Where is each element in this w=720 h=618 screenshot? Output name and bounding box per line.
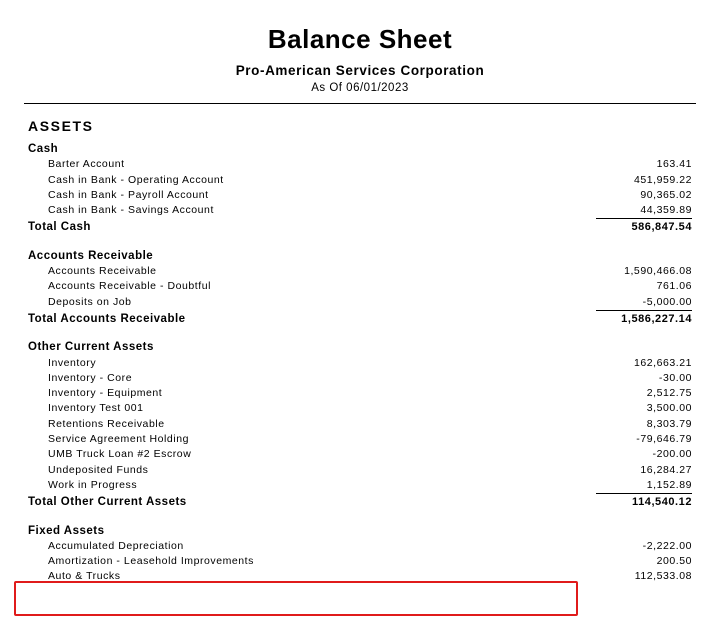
table-row: [28, 188, 692, 203]
account-amount: 761.06: [656, 280, 692, 293]
group-heading-accounts-receivable: Accounts Receivable: [28, 249, 154, 262]
account-label: Retentions Receivable: [48, 417, 165, 430]
account-label: Accounts Receivable - Doubtful: [48, 280, 211, 293]
table-row: [28, 279, 692, 294]
account-amount: 16,284.27: [640, 463, 692, 476]
account-amount: 90,365.02: [640, 188, 692, 201]
table-row: [28, 173, 692, 188]
report-body: [0, 118, 720, 585]
table-row: [28, 417, 692, 432]
table-row: [28, 264, 692, 279]
group-heading-row: [28, 136, 692, 157]
table-row: [28, 157, 692, 172]
total-amount-value: 1,586,227.14: [596, 310, 692, 327]
account-amount: -30.00: [658, 371, 692, 384]
account-amount: 44,359.89: [640, 204, 692, 217]
account-label: Inventory - Equipment: [48, 387, 163, 400]
group-heading-row: [28, 518, 692, 539]
table-row: [28, 554, 692, 569]
table-row-undeposited-funds: [28, 463, 692, 478]
table-row: [28, 539, 692, 554]
total-amount: [448, 218, 692, 235]
total-row-cash: [28, 218, 692, 235]
group-heading-row: [28, 334, 692, 355]
account-amount: 163.41: [656, 158, 692, 171]
table-row: [28, 356, 692, 371]
account-label: Deposits on Job: [48, 295, 132, 308]
header-divider: [24, 103, 696, 104]
account-label: Accounts Receivable: [48, 265, 157, 278]
table-row: [28, 432, 692, 447]
account-amount: 1,590,466.08: [624, 265, 692, 278]
group-heading-fixed-assets: Fixed Assets: [28, 524, 105, 537]
account-label: Barter Account: [48, 158, 125, 171]
table-row: [28, 569, 692, 584]
account-label: Amortization - Leasehold Improvements: [48, 555, 254, 568]
report-date: As Of 06/01/2023: [311, 82, 409, 94]
account-amount: -5,000.00: [642, 295, 692, 308]
table-row: [28, 371, 692, 386]
highlight-annotation-undeposited-funds: [14, 581, 578, 616]
total-amount: [448, 493, 692, 510]
account-amount: -2,222.00: [642, 539, 692, 552]
account-label: Inventory - Core: [48, 371, 133, 384]
group-heading-other-current-assets: Other Current Assets: [28, 341, 154, 354]
total-row-accounts-receivable: [28, 310, 692, 327]
account-amount: -79,646.79: [636, 433, 692, 446]
account-amount: 112,533.08: [634, 570, 692, 583]
account-amount: 8,303.79: [646, 417, 692, 430]
account-label: Inventory Test 001: [48, 402, 144, 415]
account-amount: 162,663.21: [633, 356, 692, 369]
account-amount: 1,152.89: [646, 478, 692, 491]
account-label: Auto & Trucks: [48, 570, 121, 583]
account-amount: -200.00: [652, 448, 692, 461]
table-row: [28, 295, 692, 310]
account-amount: 451,959.22: [633, 173, 692, 186]
account-label: Cash in Bank - Operating Account: [48, 173, 224, 186]
account-amount: 3,500.00: [646, 402, 692, 415]
account-label: UMB Truck Loan #2 Escrow: [48, 448, 192, 461]
account-label: Accumulated Depreciation: [48, 539, 184, 552]
page-title: Balance Sheet: [267, 24, 453, 54]
total-amount-value: 114,540.12: [596, 493, 692, 510]
group-heading-cash: Cash: [28, 143, 59, 155]
account-label: Inventory: [48, 356, 97, 369]
company-name: Pro-American Services Corporation: [235, 63, 485, 78]
total-label: Total Accounts Receivable: [28, 312, 186, 325]
table-row: [28, 478, 692, 493]
account-label: Cash in Bank - Savings Account: [48, 204, 214, 217]
table-row: [28, 203, 692, 218]
total-row-other-current-assets: [28, 493, 692, 510]
table-row: [28, 401, 692, 416]
account-label: Work in Progress: [48, 478, 138, 491]
table-row: [28, 447, 692, 462]
total-label: Total Cash: [28, 221, 91, 234]
account-label: Undeposited Funds: [48, 463, 149, 476]
assets-table: [28, 136, 692, 585]
group-heading-row: [28, 243, 692, 264]
total-amount: [448, 310, 692, 327]
account-label: Service Agreement Holding: [48, 433, 189, 446]
table-row: [28, 386, 692, 401]
balance-sheet-page: [0, 24, 720, 618]
total-label: Total Other Current Assets: [28, 496, 187, 509]
account-label: Cash in Bank - Payroll Account: [48, 188, 209, 201]
account-amount: 2,512.75: [646, 387, 692, 400]
section-heading-assets: ASSETS: [28, 118, 94, 134]
total-amount-value: 586,847.54: [596, 218, 692, 235]
account-amount: 200.50: [656, 555, 692, 568]
